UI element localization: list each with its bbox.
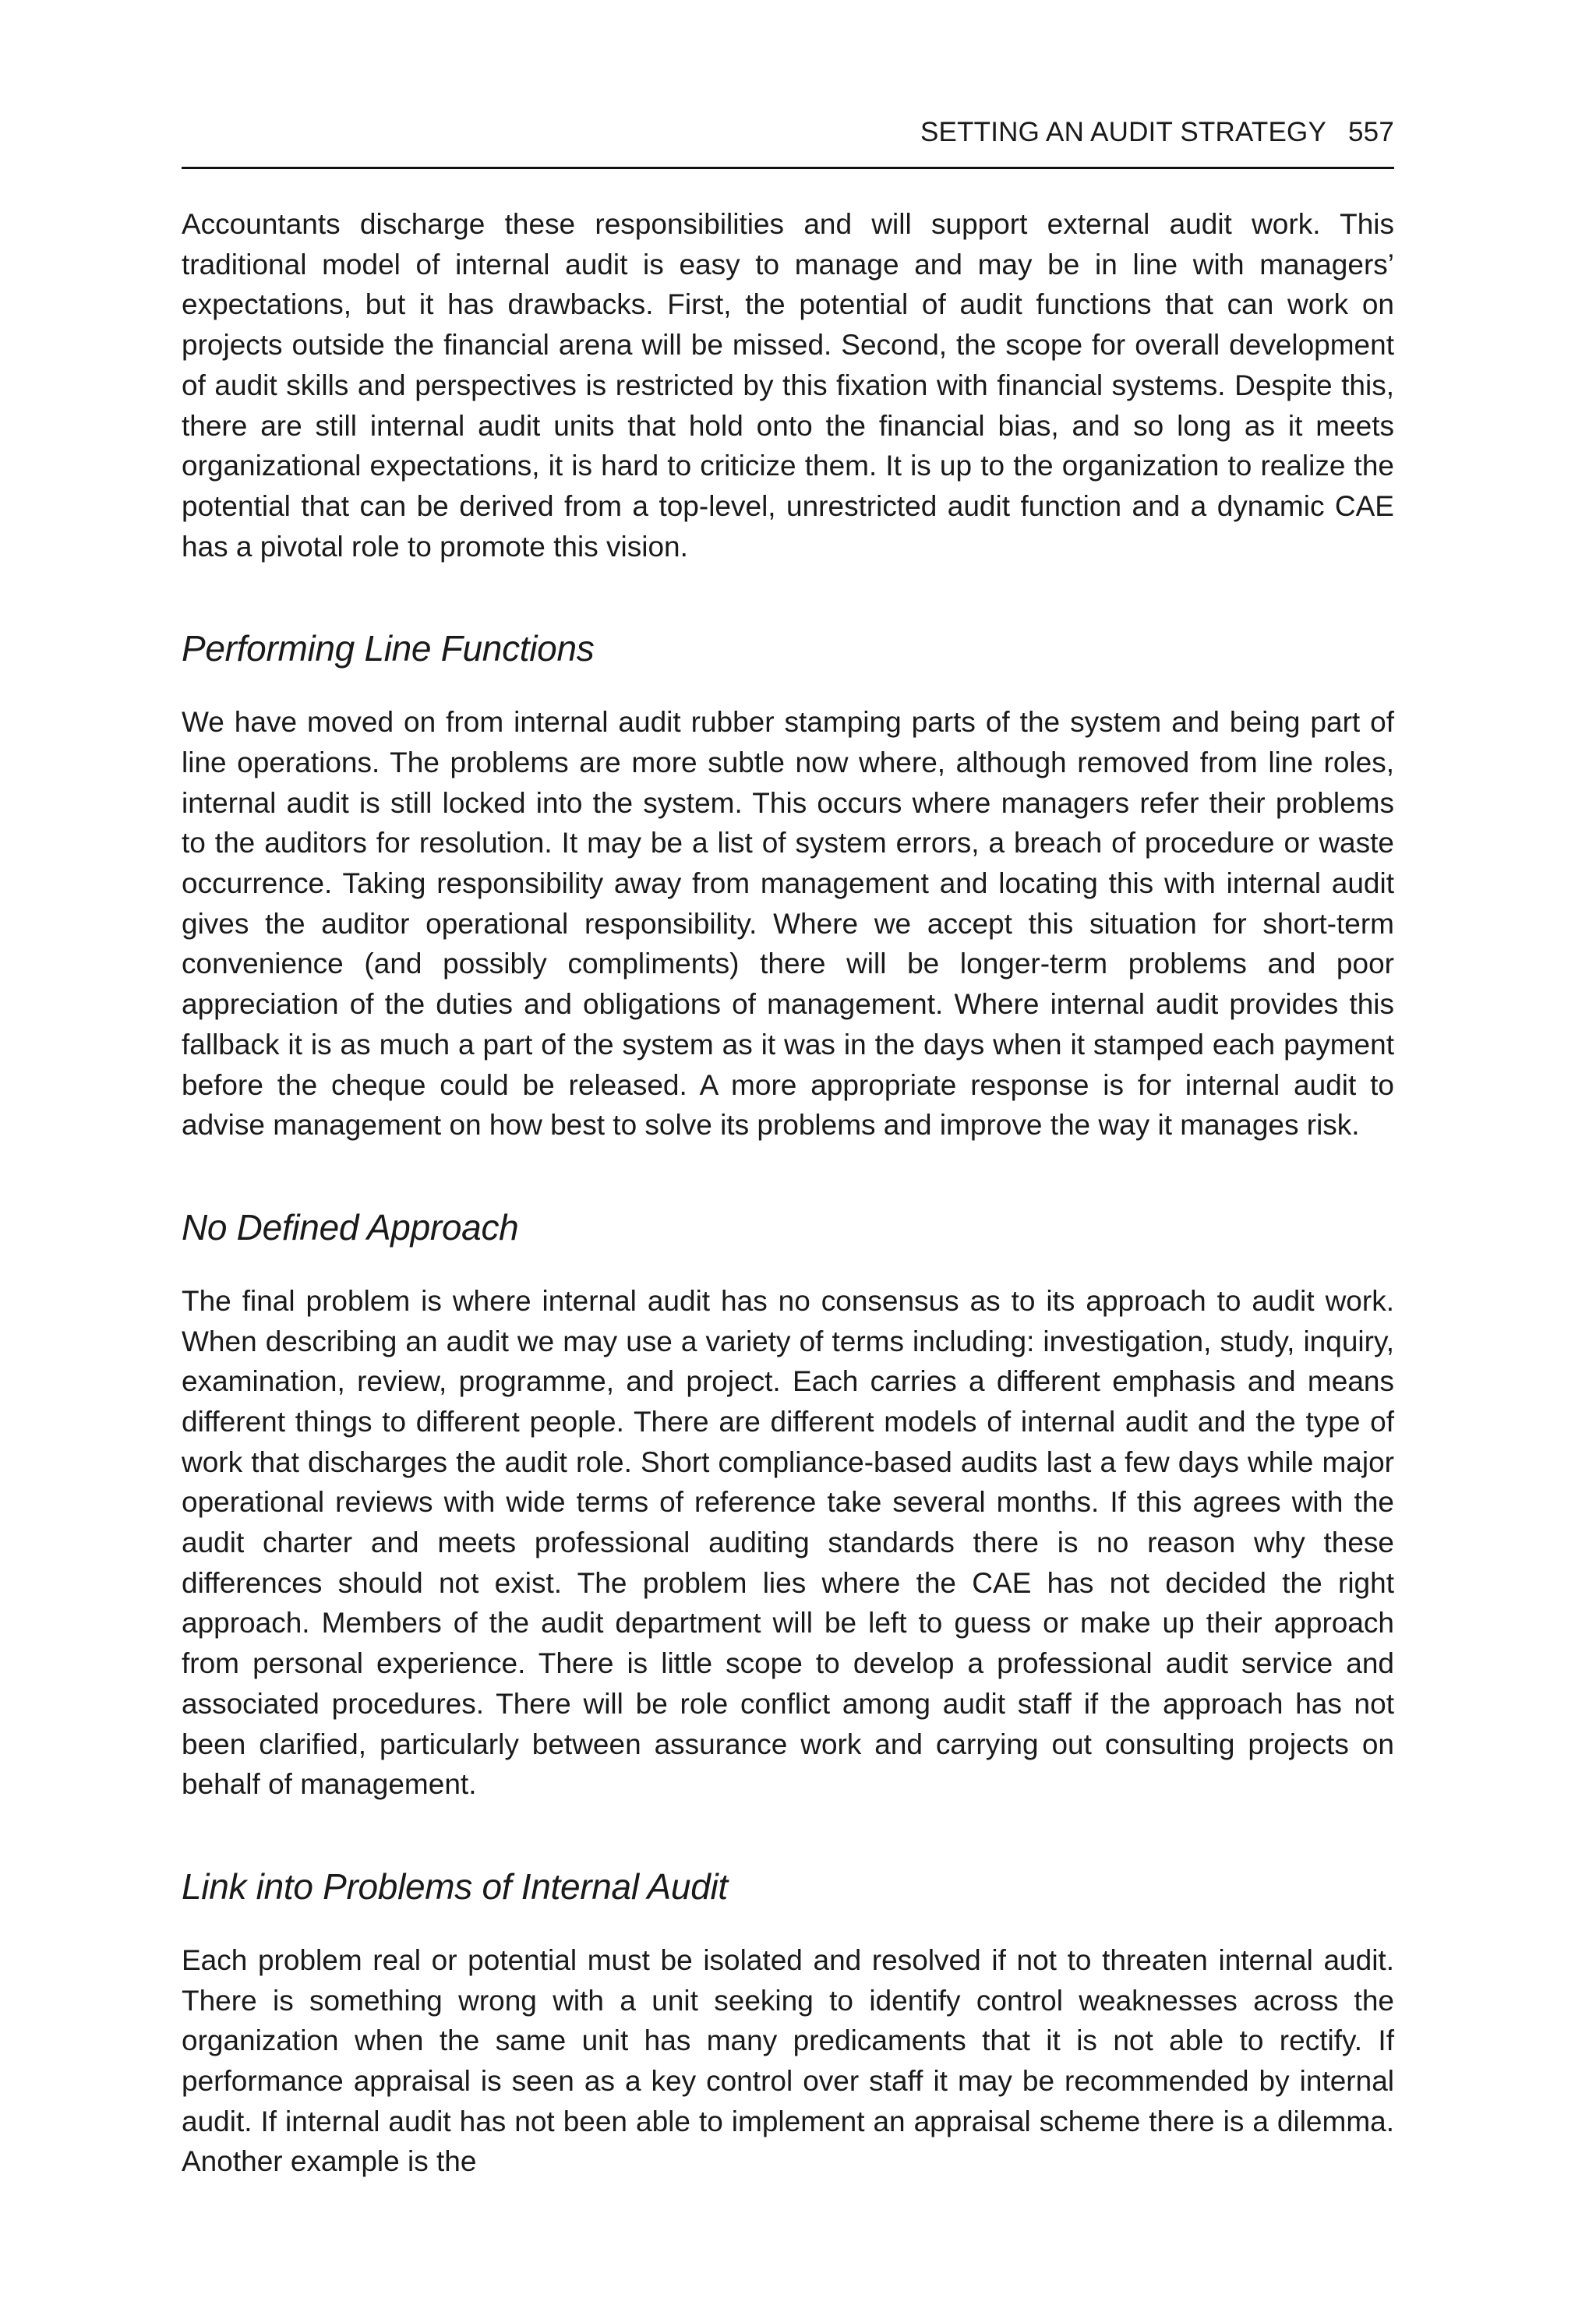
heading-performing-line-functions: Performing Line Functions [182, 628, 595, 669]
page-number: 557 [1348, 117, 1394, 147]
page-body [182, 204, 1394, 2182]
paragraph-link-into-problems: Each problem real or potential must be isolated and resolved if not to threaten internal audit. There is something wrong with a unit seeking to identify control weaknesses across the organization when the same unit has many predicaments that it is not able to rectify. If performance appraisal is seen as a key control over staff it may be recommended by internal audit. If internal audit has not been able to implement an appraisal scheme there is a dilemma. Another example is the [182, 1943, 1394, 2178]
running-header [920, 118, 1394, 146]
paragraph-intro: Accountants discharge these responsibilities and will support external audit work. This traditional model of internal audit is easy to manage and may be in line with managers’ expectations, but it has drawbacks. First, the potential of audit functions that can work on projects outside the financial arena will be missed. Second, the scope for overall development of audit skills and perspectives is restricted by this fixation with financial systems. Despite this, there are still internal audit units that hold onto the financial bias, and so long as it meets organizational expectations, it is hard to criticize them. It is up to the organization to realize the potential that can be derived from a top-level, unrestricted audit function and a dynamic CAE has a pivotal role to promote this vision. [182, 208, 1394, 563]
header-rule [182, 167, 1394, 169]
heading-no-defined-approach: No Defined Approach [182, 1206, 519, 1248]
paragraph-line-functions: We have moved on from internal audit rubber stamping parts of the system and being part of line operations. The problems are more subtle now where, although removed from line roles, internal audit is still locked into the system. This occurs where managers refer their problems to the auditors for resolution. It may be a list of system errors, a breach of procedure or waste occurrence. Taking responsibility away from management and locating this with internal audit gives the auditor operational responsibility. Where we accept this situation for short-term convenience (and possibly compliments) there will be longer-term problems and poor appreciation of the duties and obligations of management. Where internal audit provides this fallback it is as much a part of the system as it was in the days when it stamped each payment before the cheque could be released. A more appropriate response is for internal audit to advise management on how best to solve its problems and improve the way it manages risk. [182, 706, 1394, 1142]
running-title: SETTING AN AUDIT STRATEGY [920, 117, 1326, 147]
heading-link-into-problems: Link into Problems of Internal Audit [182, 1865, 728, 1907]
paragraph-no-defined-approach: The final problem is where internal audit has no consensus as to its approach to audit work. When describing an audit we may use a variety of terms including: investigation, study, inquiry, examination, review, programme, and project. Each carries a different emphasis and means different things to different people. There are different models of internal audit and the type of work that discharges the audit role. Short compliance-based audits last a few days while major operational reviews with wide terms of reference take several months. If this agrees with the audit charter and meets professional auditing standards there is no reason why these differences should not exist. The problem lies where the CAE has not decided the right approach. Members of the audit department will be left to guess or make up their approach from personal experience. There is little scope to develop a professional audit service and associated procedures. There will be role conflict among audit staff if the approach has not been clarified, particularly between assurance work and carrying out consulting projects on behalf of management. [182, 1284, 1394, 1801]
